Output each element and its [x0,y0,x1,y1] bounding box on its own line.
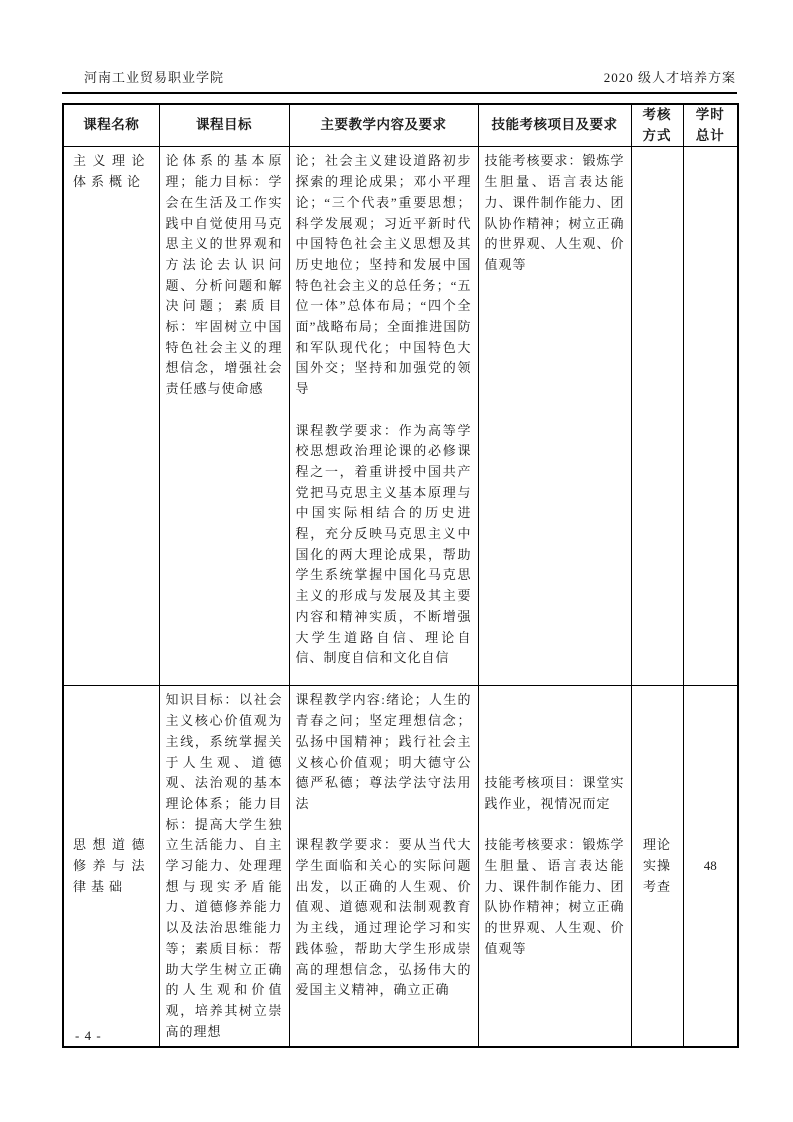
course-name-text-2: 思想道德修养与法律基础 [73,837,150,894]
cell-content-1 [289,147,478,686]
table-row-course-2 [63,686,738,1047]
cell-objectives-2 [159,686,289,1047]
method-text-2: 理论实操考查 [642,837,671,894]
col-header-hours-label: 学时总计 [695,107,725,143]
content-paragraph-1b: 课程教学要求：作为高等学校思想政治理论课的必修课程之一，着重讲授中国共产党把马克思主义基本原理与中国实际相结合的历史进程，充分反映马克思主义中国化的两大理论成果，帮助学生系统掌握中国化马克思主义的形成与发展及其主要内容和精神实质，不断增强大学生道路自信、理论自信、制度自信和文化自信 [295,422,472,666]
assessment-paragraph-2b: 技能考核要求：锻炼学生胆量、语言表达能力、课件制作能力、团队协作精神；树立正确的世界观、人生观、价值观等 [484,837,625,956]
table-header-row [63,104,738,147]
col-header-content: 主要教学内容及要求 [289,104,478,147]
col-header-assessment: 技能考核项目及要求 [478,104,631,147]
cell-course-name-2 [63,686,159,1047]
header-rule [62,92,737,94]
col-header-hours [683,104,738,147]
col-header-method [631,104,683,147]
cell-assessment-1 [478,147,631,686]
cell-hours-2 [683,686,738,1047]
objectives-text-1: 论体系的基本原理；能力目标：学会在生活及工作实践中自觉使用马克思主义的世界观和方法论去认识问题、分析问题和解决问题；素质目标：牢固树立中国特色社会主义的理想信念，增强社会责任感与使命感 [165,153,283,397]
header-school-name: 河南工业贸易职业学院 [84,70,225,85]
content-paragraph-2b: 课程教学要求：要从当代大学生面临和关心的实际问题出发，以正确的人生观、价值观、道德观和法制观教育为主线，通过理论学习和实践体验，帮助大学生形成崇高的理想信念，弘扬伟大的爱国主义精神，确立正确 [295,837,472,998]
col-header-method-label: 考核方式 [642,107,672,143]
content-paragraph-2a: 课程教学内容:绪论；人生的青春之问；坚定理想信念；弘扬中国精神；践行社会主义核心价值观；明大德守公德严私德；尊法学法守法用法 [295,692,472,811]
cell-hours-1 [683,147,738,686]
cell-objectives-1 [159,147,289,686]
course-name-text-1: 主义理论体系概论 [73,153,150,190]
cell-assessment-2 [478,686,631,1047]
cell-content-2 [289,686,478,1047]
content-paragraph-1a: 论；社会主义建设道路初步探索的理论成果；邓小平理论；“三个代表”重要思想；科学发展观；习近平新时代中国特色社会主义思想及其历史地位；坚持和发展中国特色社会主义的总任务；“五位一体”总体布局；“四个全面”战略布局；全面推进国防和军队现代化；中国特色大国外交；坚持和加强党的领导 [295,153,472,397]
curriculum-table [62,103,739,1048]
header-plan-title: 2020 级人才培养方案 [603,70,736,85]
objectives-text-2: 知识目标：以社会主义核心价值观为主线，系统掌握关于人生观、道德观、法治观的基本理论体系；能力目标：提高大学生独立生活能力、自主学习能力、处理理想与现实矛盾能力、道德修养能力以及法治思维能力等；素质目标：帮助大学生树立正确的人生观和价值观，培养其树立崇高的理想 [165,692,283,1039]
col-header-course-name: 课程名称 [63,104,159,147]
cell-method-1 [631,147,683,686]
page-number: - 4 - [75,1028,102,1043]
assessment-paragraph-2a: 技能考核项目：课堂实践作业，视情况而定 [484,775,625,811]
hours-text-2: 48 [703,858,717,874]
col-header-objectives: 课程目标 [159,104,289,147]
cell-method-2 [631,686,683,1047]
cell-course-name-1 [63,147,159,686]
table-row-course-1 [63,147,738,686]
assessment-text-1: 技能考核要求：锻炼学生胆量、语言表达能力、课件制作能力、团队协作精神；树立正确的世界观、人生观、价值观等 [484,153,625,272]
